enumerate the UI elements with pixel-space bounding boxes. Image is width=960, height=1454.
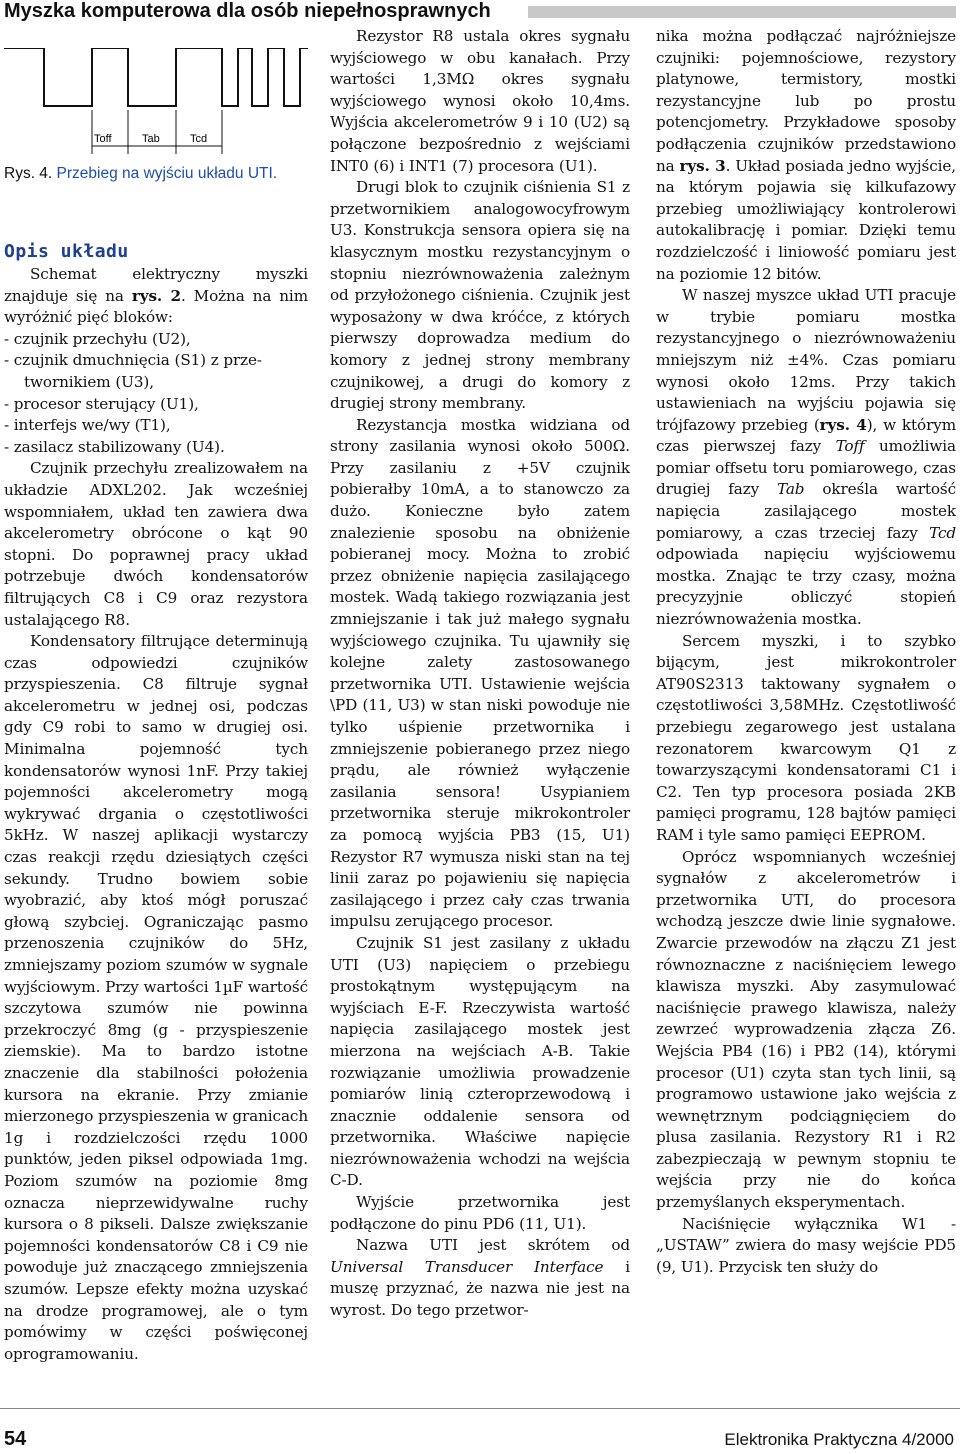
col2-paragraph-1: Rezystor R8 ustala okres sygnału wyjściowego w obu kanałach. Przy wartości 1,3MΩ okres sygnału wyjściowego wynosi około 10,4ms. Wyjścia akcelerometrów 9 i 10 (U2) są połączone bezpośrednio z wejściami INT0 (6) i INT1 (7) procesora (U1).: [330, 27, 630, 175]
col3-paragraph-5: Naciśnięcie wyłącznika W1 - „USTAW” zwiera do masy wejście PD5 (9, U1). Przycisk ten służy do: [656, 1214, 956, 1276]
figure-caption-text: Przebieg na wyjściu układu UTI.: [56, 165, 278, 182]
waveform-figure: [4, 48, 308, 160]
col3-paragraph-3: Sercem myszki, i to szybko bijącym, jest mikrokontroler AT90S2313 taktowany sygnałem o częstotliwości 3,58MHz. Częstotliwość przebiegu zegarowego jest ustalana rezonatorem kwarcowym Q1 z towarzyszącymi kondensatorami C1 i C2. Ten typ procesora posiada 2KB pamięci programu, 128 bajtów pamięci RAM i tyle samo pamięci EEPROM.: [656, 631, 956, 844]
col1-paragraph-1: Schemat elektryczny myszki znajduje się na rys. 2. Można na nim wyróżnić pięć bloków:: [4, 265, 308, 327]
column-1: [4, 240, 308, 1365]
list-item: - czujnik przechyłu (U2),: [4, 329, 191, 348]
list-item: twornikiem (U3),: [24, 372, 154, 391]
col3-paragraph-1: nika można podłączać najróżniejsze czujniki: pojemnościowe, rezystory platynowe, termistory, mostki rezystancyjne lub po prostu potencjometry. Przykładowe sposoby podłączenia czujników przedstawiono na rys. 3. Układ posiada jedno wyjście, na którym pojawia się kilkufazowy przebieg umożliwiający kontrolerowi autokalibrację i pomiar. Dzięki temu rozdzielczość i liniowość pomiaru jest na poziomie 12 bitów.: [656, 27, 956, 283]
col2-paragraph-2: Drugi blok to czujnik ciśnienia S1 z przetwornikiem analogowocyfrowym U3. Konstrukcja sensora opiera się na klasycznym mostku rezystancyjnym o stopniu niezrównoważenia zależnym od przyłożonego ciśnienia. Czujnik jest wyposażony w dwa króćce, z których pierwszy doprowadza medium do komory z jednej strony membrany czujnikowej, a drugi do komory z drugiej strony membrany.: [330, 178, 630, 413]
list-item: - procesor sterujący (U1),: [4, 394, 199, 413]
figure-ref: rys. 3: [679, 156, 726, 175]
col2-paragraph-4: Czujnik S1 jest zasilany z układu UTI (U3) napięciem o przebiegu prostokątnym występującym na wyjściach E-F. Rzeczywista wartość napięcia zasilającego mostek jest mierzona na wejściach A-B. Takie rozwiązanie umożliwia prowadzenie pomiarów linią czteroprzewodową i znacznie oddalenie sensora od przetwornika. Właściwe napięcie niezrównoważenia wchodzi na wejścia C-D.: [330, 933, 630, 1190]
header-bar: [528, 6, 956, 18]
col2-paragraph-3: Rezystancja mostka widziana od strony zasilania wynosi około 500Ω. Przy zasilaniu z +5V czujnik pobierałby 10mA, a to stanowczo za dużo. Konieczne było zatem znalezienie sposobu na obniżenie pobieranej mocy. Można to zrobić przez obniżenie napięcia zasilającego mostek. Wadą takiego rozwiązania jest zmniejszanie i tak już małego sygnału wyjściowego czujnika. Tu ujawniły się kolejne zalety zastosowanego przetwornika UTI. Ustawienie wejścia \PD (11, U3) w stan niski powoduje nie tylko uśpienie przetwornika i zmniejszenie pobieranego przez niego prądu, ale również wyłączenie zasilania sensora! Usypianiem przetwornika steruje mikrokontroler za pomocą wyjścia PB3 (15, U1) Rezystor R7 wymusza niski stan na tej linii zaraz po pojawieniu się napięcia zasilającego i przez cały czas trwania impulsu zerującego procesor.: [330, 415, 630, 931]
footer-divider: [0, 1408, 960, 1409]
waveform-signal: [4, 48, 308, 106]
magazine-issue: Elektronika Praktyczna 4/2000: [724, 1430, 954, 1449]
figure-ref: rys. 4: [819, 415, 867, 434]
phase-markers: [92, 110, 222, 154]
list-item: - interfejs we/wy (T1),: [4, 416, 171, 435]
figure-caption-prefix: Rys. 4.: [4, 165, 53, 182]
col2-paragraph-6: Nazwa UTI jest skrótem od Universal Transducer Interface i muszę przyznać, że nazwa nie jest na wyrost. Do tego przetwor-: [330, 1236, 630, 1320]
column-3: [656, 26, 956, 1278]
page-header-title: Myszka komputerowa dla osób niepełnosprawnych: [4, 0, 491, 22]
section-heading: Opis układu: [4, 241, 129, 262]
col2-paragraph-5: Wyjście przetwornika jest podłączone do pinu PD6 (11, U1).: [330, 1193, 630, 1233]
label-toff: Toff: [94, 133, 112, 145]
figure-caption: [4, 164, 304, 183]
col1-paragraph-3: Kondensatory filtrujące determinują czas odpowiedzi czujników przyspieszenia. C8 filtruje sygnał akcelerometru w jednej osi, podczas gdy C9 robi to samo w drugiej osi. Minimalna pojemność tych kondensatorów wynosi 1nF. Przy takiej pojemności akcelerometry mogą wykrywać drgania o częstotliwości 5kHz. W naszej aplikacji wystarczy czas reakcji rzędu dziesiątych części sekundy. Trudno bowiem sobie wyobrazić, aby ktoś mógł poruszać głową szybciej. Ograniczając pasmo przenoszenia czujników do 5Hz, zmniejszamy poziom szumów w sygnale wyjściowym. Przy wartości 1µF wartość szczytowa szumów nie powinna przekroczyć 8mg (g - przyspieszenie ziemskie). Ma to bardzo istotne znaczenie dla stabilności położenia kursora na ekranie. Przy zmianie mierzonego przyspieszenia w granicach 1g i rozdzielczości rzędu 1000 punktów, jeden piksel odpowiada 1mg. Poziom szumów na poziomie 8mg oznacza nieprzewidywalne ruchy kursora o 8 pikseli. Dalsze zwiększanie pojemności kondensatorów C8 i C9 nie powoduje już znaczącego zmniejszenia szumów. Lepsze efekty można uzyskać na drodze programowej, ale o tym pomówimy w części poświęconej oprogramowaniu.: [4, 632, 308, 1363]
list-item: - czujnik dmuchnięcia (S1) z prze-: [4, 351, 262, 370]
col3-paragraph-2: W naszej myszce układ UTI pracuje w trybie pomiaru mostka rezystancyjnego o niezrównoważeniu mniejszym niż ±4%. Czas pomiaru wynosi około 12ms. Przy takich ustawieniach na wyjściu pojawia się trójfazowy przebieg (rys. 4), w którym czas pierwszej fazy Toff umożliwia pomiar offsetu toru pomiarowego, czas drugiej fazy Tab określa wartość napięcia zasilającego mostek pomiarowy, a czas trzeciej fazy Tcd odpowiada napięciu wyjściowemu mostka. Znając te trzy czasy, można precyzyjnie obliczyć stopień niezrównoważenia mostka.: [656, 286, 957, 629]
label-tcd: Tcd: [190, 133, 208, 145]
col3-paragraph-4: Oprócz wspomnianych wcześniej sygnałów z akcelerometrów i przetwornika UTI, do procesora wchodzą jeszcze dwie linie sygnałowe. Zwarcie przewodów na złączu Z1 jest równoznaczne z naciśnięciem lewego klawisza myszki. Aby zasymulować naciśnięcie prawego klawisza, należy zewrzeć wyprowadzenia złącza Z6. Wejścia PB4 (16) i PB2 (14), którymi procesor (U1) czyta stan tych linii, są programowo ustawione jako wejścia z wewnętrznym podciągnięciem do plusa zasilania. Rezystory R1 i R2 zabezpieczają w pewnym stopniu te wejścia przy nie do końca przemyślanych eksperymentach.: [656, 847, 956, 1212]
label-tab: Tab: [142, 133, 160, 145]
column-2: [330, 26, 630, 1322]
list-item: - zasilacz stabilizowany (U4).: [4, 437, 225, 456]
col1-paragraph-2: Czujnik przechyłu zrealizowałem na układzie ADXL202. Jak wcześniej wspomniałem, układ ten zawiera dwa akcelerometry obrócone o kąt 90 stopni. Do poprawnej pracy układ potrzebuje dwóch kondensatorów filtrujących C8 i C9 oraz rezystora ustalającego R8.: [4, 459, 308, 629]
page-number: 54: [4, 1428, 27, 1450]
figure-ref: rys. 2: [131, 286, 181, 305]
